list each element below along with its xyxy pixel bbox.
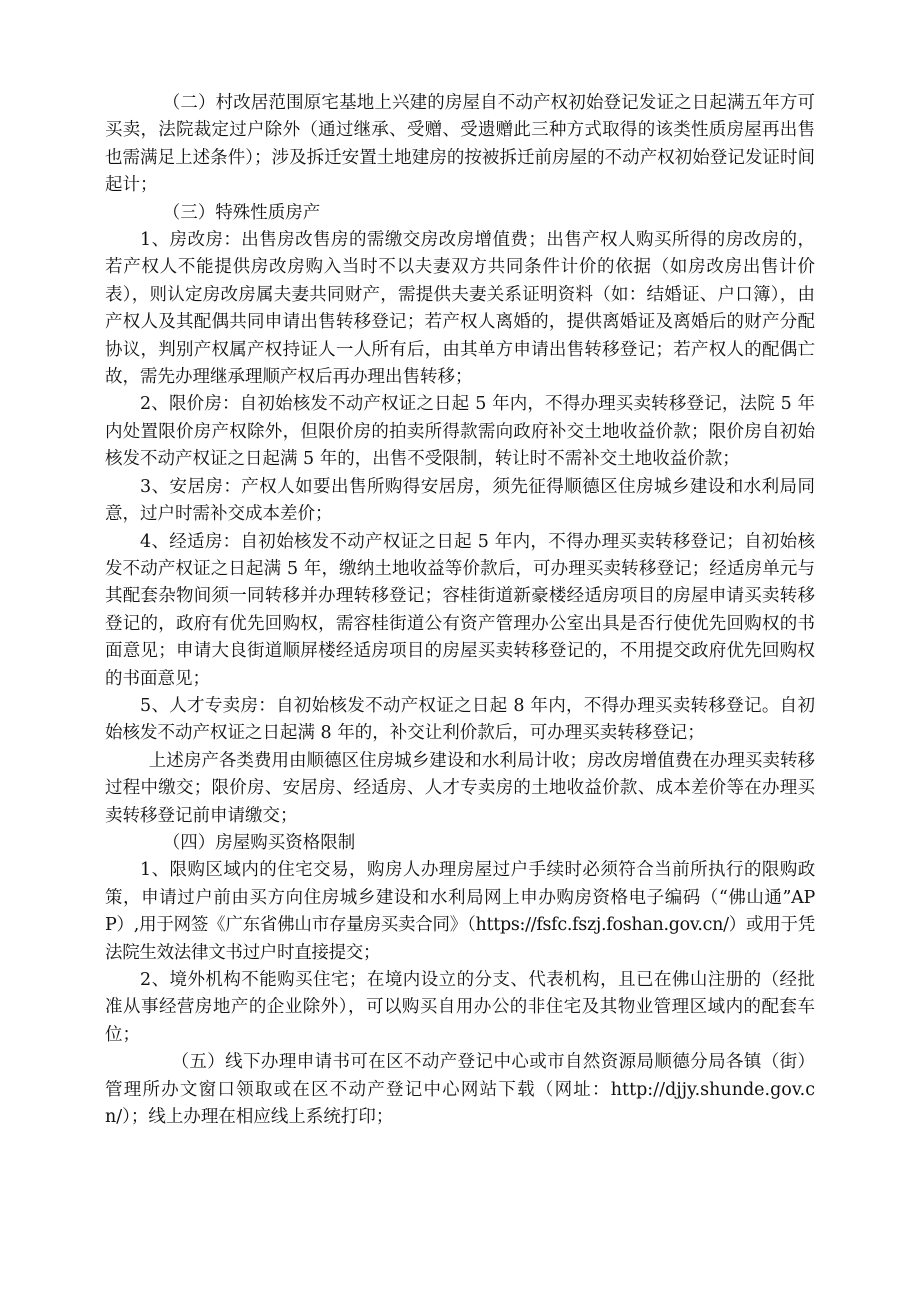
- paragraph-reform-housing: 1、房改房：出售房改售房的需缴交房改房增值费；出售产权人购买所得的房改房的，若产权人不能提供房改房购入当时不以夫妻双方共同条件计价的依据（如房改房出售计价表），则认定房改房属夫妻共同财产，需提供夫妻关系证明资料（如：结婚证、户口簿），由产权人及其配偶共同申请出售转移登记；若产权人离婚的，提供离婚证及离婚后的财产分配协议，判别产权属产权持证人一人所有后，由其单方申请出售转移登记；若产权人的配偶亡故，需先办理继承理顺产权后再办理出售转移；: [105, 230, 815, 388]
- paragraph-village-homestead-rule: （二）村改居范围原宅基地上兴建的房屋自不动产权初始登记发证之日起满五年方可买卖，法院裁定过户除外（通过继承、受赠、受遗赠此三种方式取得的该类性质房屋再出售也需满足上述条件）；涉及拆迁安置土地建房的按被拆迁前房屋的不动产权初始登记发证时间起计；: [105, 93, 815, 196]
- paragraph-affordable-housing: 4、经适房：自初始核发不动产权证之日起 5 年内，不得办理买卖转移登记；自初始核发不动产权证之日起满 5 年，缴纳土地收益等价款后，可办理买卖转移登记；经适房单元与其配套杂物间须一同转移并办理转移登记；容桂街道新豪楼经适房项目的房屋申请买卖转移登记的，政府有优先回购权，需容桂街道公有资产管理办公室出具是否行使优先回购权的书面意见；申请大良街道顺屏楼经适房项目的房屋买卖转移登记的，不用提交政府优先回购权的书面意见；: [105, 531, 815, 689]
- paragraph-application-forms: （五）线下办理申请书可在区不动产登记中心或市自然资源局顺德分局各镇（街）管理所办文窗口领取或在区不动产登记中心网站下载（网址：http://djjy.shunde.gov.cn/）；线上办理在相应线上系统打印；: [105, 1052, 815, 1128]
- paragraph-purchase-limit-zone: 1、限购区域内的住宅交易，购房人办理房屋过户手续时必须符合当前所执行的限购政策，申请过户前由买方向住房城乡建设和水利局网上申办购房资格电子编码（“佛山通”APP）,用于网签《广东省佛山市存量房买卖合同》（https://fsfc.fszj.foshan.gov.cn/）或用于凭法院生效法律文书过户时直接提交；: [105, 860, 815, 963]
- heading-purchase-restrictions: （四）房屋购买资格限制: [162, 832, 356, 853]
- paragraph-talent-housing: 5、人才专卖房：自初始核发不动产权证之日起 8 年内，不得办理买卖转移登记。自初始核发不动产权证之日起满 8 年的，补交让利价款后，可办理买卖转移登记；: [105, 695, 815, 744]
- paragraph-price-limited-housing: 2、限价房：自初始核发不动产权证之日起 5 年内，不得办理买卖转移登记，法院 5 年内处置限价房产权除外，但限价房的拍卖所得款需向政府补交土地收益价款；限价房自初始核发不动产权证之日起满 5 年的，出售不受限制，转让时不需补交土地收益价款；: [105, 394, 815, 470]
- paragraph-fee-collection: 上述房产各类费用由顺德区住房城乡建设和水利局计收；房改房增值费在办理买卖转移过程中缴交；限价房、安居房、经适房、人才专卖房的土地收益价款、成本差价等在办理买卖转移登记前申请缴交；: [105, 750, 815, 826]
- document-body: [105, 90, 815, 1131]
- heading-special-property: （三）特殊性质房产: [162, 202, 321, 223]
- paragraph-overseas-institutions: 2、境外机构不能购买住宅；在境内设立的分支、代表机构，且已在佛山注册的（经批准从事经营房地产的企业除外），可以购买自用办公的非住宅及其物业管理区域内的配套车位；: [105, 970, 815, 1045]
- paragraph-settlement-housing: 3、安居房：产权人如要出售所购得安居房，须先征得顺德区住房城乡建设和水利局同意，过户时需补交成本差价；: [105, 476, 815, 525]
